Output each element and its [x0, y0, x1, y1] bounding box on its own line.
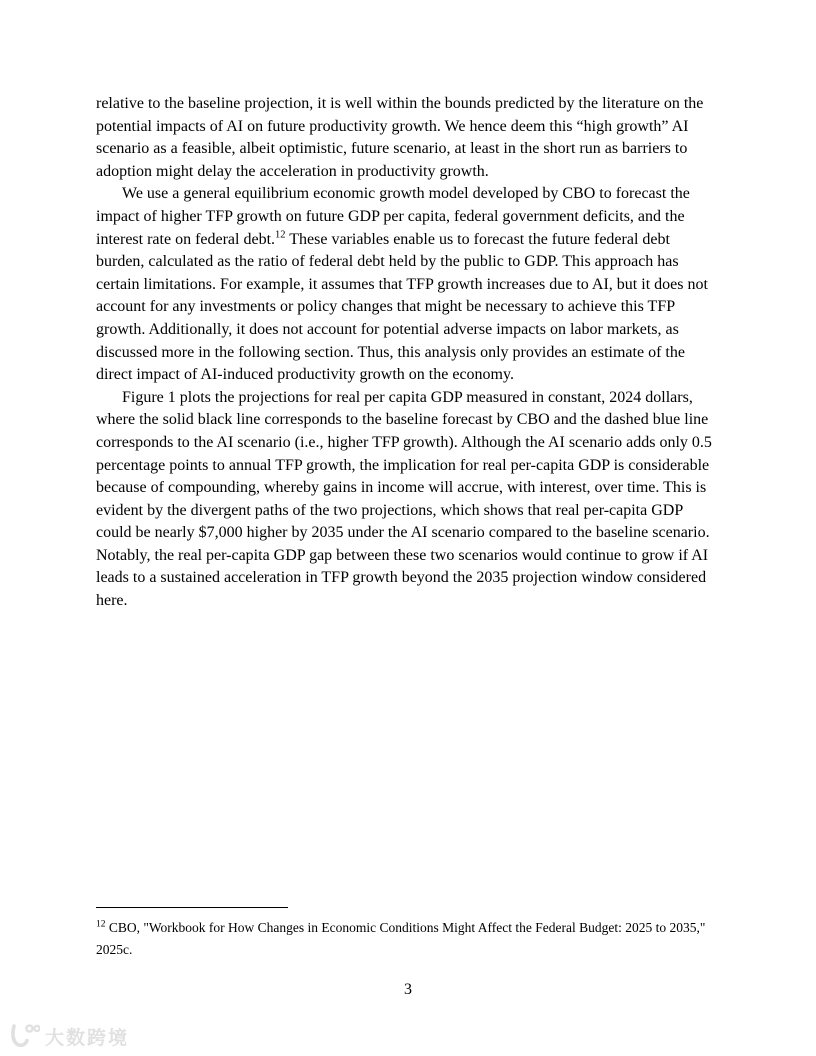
paragraph-text: Figure 1 plots the projections for real per capita GDP measured in constant, 2024 dollars, where the solid black line corresponds to the baseline forecast by CBO and the dashed blue line corresponds to the AI scenario (i.e., higher TFP growth). Although the AI scenario adds only 0.5 percentage points to annual TFP growth, the implication for real per-capita GDP is considerable because of compounding, whereby gains in income will accrue, with interest, over time. This is evident by the divergent paths of the two projections, which shows that real per-capita GDP could be nearly $7,000 higher by 2035 under the AI scenario compared to the baseline scenario. Notably, the real per-capita GDP gap between these two scenarios would continue to grow if AI leads to a sustained acceleration in TFP growth beyond the 2035 projection window considered here.	[96, 388, 712, 610]
paragraph-text: We use a general equilibrium economic growth model developed by CBO to forecast the impact of higher TFP growth on future GDP per capita, federal government deficits, and the interest rate on federal debt.	[96, 185, 690, 248]
page-number: 3	[404, 981, 412, 998]
watermark-logo-icon	[8, 1022, 40, 1050]
footnote-text: CBO, "Workbook for How Changes in Economic Conditions Might Affect the Federal Budget: 2025 to 2035," 2025c.	[96, 920, 706, 957]
watermark	[8, 1022, 129, 1050]
footnote-marker: 12	[96, 919, 106, 930]
page-body	[96, 93, 722, 613]
body-paragraph	[96, 183, 722, 386]
footnote-reference-12: 12	[275, 229, 286, 241]
footnote-separator	[96, 907, 288, 908]
body-paragraph	[96, 93, 722, 183]
paragraph-text: These variables enable us to forecast the future federal debt burden, calculated as the ratio of federal debt held by the public to GDP. This approach has certain limitations. For example, it assumes that TFP growth increases due to AI, but it does not account for any investments or policy changes that might be necessary to achieve this TFP growth. Additionally, it does not account for potential adverse impacts on labor markets, as discussed more in the following section. Thus, this analysis only provides an estimate of the direct impact of AI-induced productivity growth on the economy.	[96, 230, 708, 384]
watermark-text: 大数跨境	[45, 1026, 130, 1049]
footnote-12	[96, 917, 720, 960]
body-paragraph	[96, 387, 722, 613]
footnote-area	[96, 907, 720, 960]
paragraph-text: relative to the baseline projection, it is well within the bounds predicted by the literature on the potential impacts of AI on future productivity growth. We hence deem this “high growth” AI scenario as a feasible, albeit optimistic, future scenario, at least in the short run as barriers to adoption might delay the acceleration in productivity growth.	[96, 95, 704, 180]
